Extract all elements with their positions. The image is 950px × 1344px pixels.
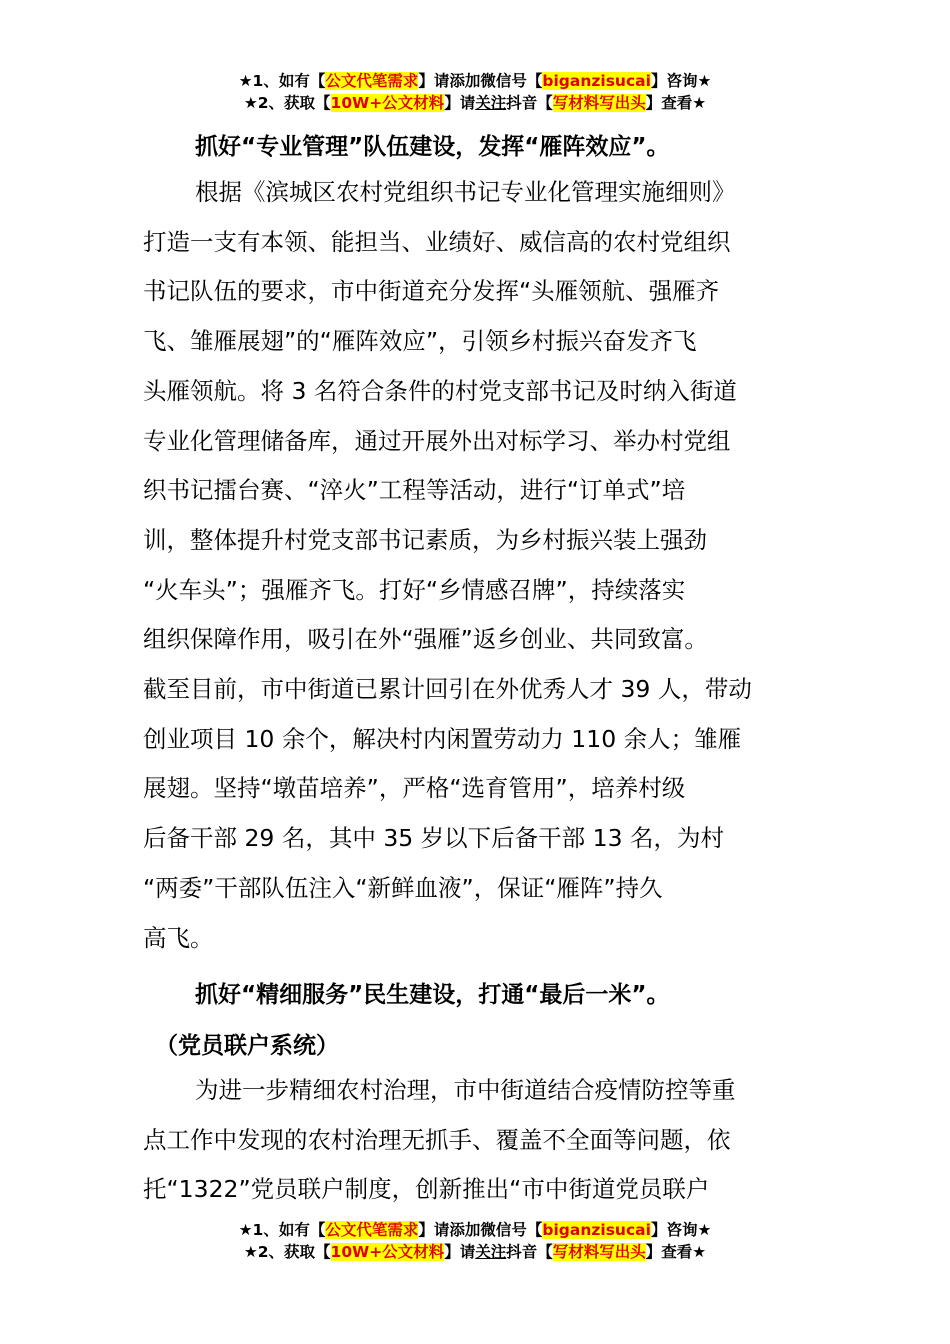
star-icon: ★ [243,1243,258,1261]
highlight-materials: 10W+公文材料 [330,94,445,112]
star-icon: ★ [692,94,707,112]
underlined-follow: 关注 [475,94,507,112]
star-icon: ★ [238,72,253,90]
paragraph-line: 训，整体提升村党支部书记素质，为乡村振兴装上强劲 [143,525,707,554]
highlight-douyin-account: 写材料写出头 [552,1243,646,1261]
section-1-body [143,168,808,963]
paragraph-line: 后备干部 29 名，其中 35 岁以下后备干部 13 名，为村 [143,824,725,853]
section-2-subheading: （党员联户系统） [155,1033,339,1059]
paragraph-line: 打造一支有本领、能担当、业绩好、威信高的农村党组织 [143,227,731,256]
paragraph-line: 截至目前，市中街道已累计回引在外优秀人才 39 人，带动 [143,675,752,704]
star-icon: ★ [692,1243,707,1261]
banner-line-1: ★1、如有【公文代笔需求】请添加微信号【biganzisucai】咨询★ [238,72,712,90]
star-icon: ★ [697,72,712,90]
star-icon: ★ [238,1221,253,1239]
section-1-heading: 抓好“专业管理”队伍建设，发挥“雁阵效应”。 [195,134,670,160]
paragraph-line: “两委”干部队伍注入“新鲜血液”，保证“雁阵”持久 [143,873,663,902]
banner-line-2: ★2、获取【10W+公文材料】请关注抖音【写材料写出头】查看★ [243,1243,707,1261]
paragraph-line: 专业化管理储备库，通过开展外出对标学习、举办村党组 [143,426,731,455]
paragraph-line: 书记队伍的要求，市中街道充分发挥“头雁领航、强雁齐 [143,277,720,306]
paragraph-line: 根据《滨城区农村党组织书记专业化管理实施细则》 [195,178,736,206]
highlight-douyin-account: 写材料写出头 [552,94,646,112]
paragraph-line: 飞、雏雁展翅”的“雁阵效应”，引领乡村振兴奋发齐飞 [143,327,697,356]
paragraph-line: 托“1322”党员联户制度，创新推出“市中街道党员联户 [143,1175,710,1204]
paragraph-line: 头雁领航。将 3 名符合条件的村党支部书记及时纳入街道 [143,376,737,405]
highlight-service: 公文代笔需求 [325,1221,419,1239]
paragraph-line: 点工作中发现的农村治理无抓手、覆盖不全面等问题，依 [143,1125,731,1154]
highlight-wechat-id: biganzisucai [542,72,651,90]
paragraph-line: “火车头”；强雁齐飞。打好“乡情感召牌”，持续落实 [143,575,686,604]
section-2-heading: 抓好“精细服务”民生建设，打通“最后一米”。 [195,982,670,1008]
paragraph-line: 组织保障作用，吸引在外“强雁”返乡创业、共同致富。 [143,625,708,654]
bottom-banner [0,1219,950,1263]
paragraph-line: 为进一步精细农村治理，市中街道结合疫情防控等重 [195,1076,736,1104]
paragraph-line: 织书记擂台赛、“淬火”工程等活动，进行“订单式”培 [143,476,686,505]
paragraph-line: 展翅。坚持“墩苗培养”，严格“选育管用”，培养村级 [143,774,686,803]
star-icon: ★ [243,94,258,112]
star-icon: ★ [697,1221,712,1239]
section-2-body [143,1066,808,1215]
underlined-follow: 关注 [475,1243,507,1261]
top-banner [0,70,950,114]
highlight-materials: 10W+公文材料 [330,1243,445,1261]
paragraph-line: 高飞。 [143,923,214,952]
highlight-wechat-id: biganzisucai [542,1221,651,1239]
banner-line-1: ★1、如有【公文代笔需求】请添加微信号【biganzisucai】咨询★ [238,1221,712,1239]
banner-line-2: ★2、获取【10W+公文材料】请关注抖音【写材料写出头】查看★ [243,94,707,112]
highlight-service: 公文代笔需求 [325,72,419,90]
paragraph-line: 创业项目 10 余个，解决村内闲置劳动力 110 余人；雏雁 [143,724,742,753]
